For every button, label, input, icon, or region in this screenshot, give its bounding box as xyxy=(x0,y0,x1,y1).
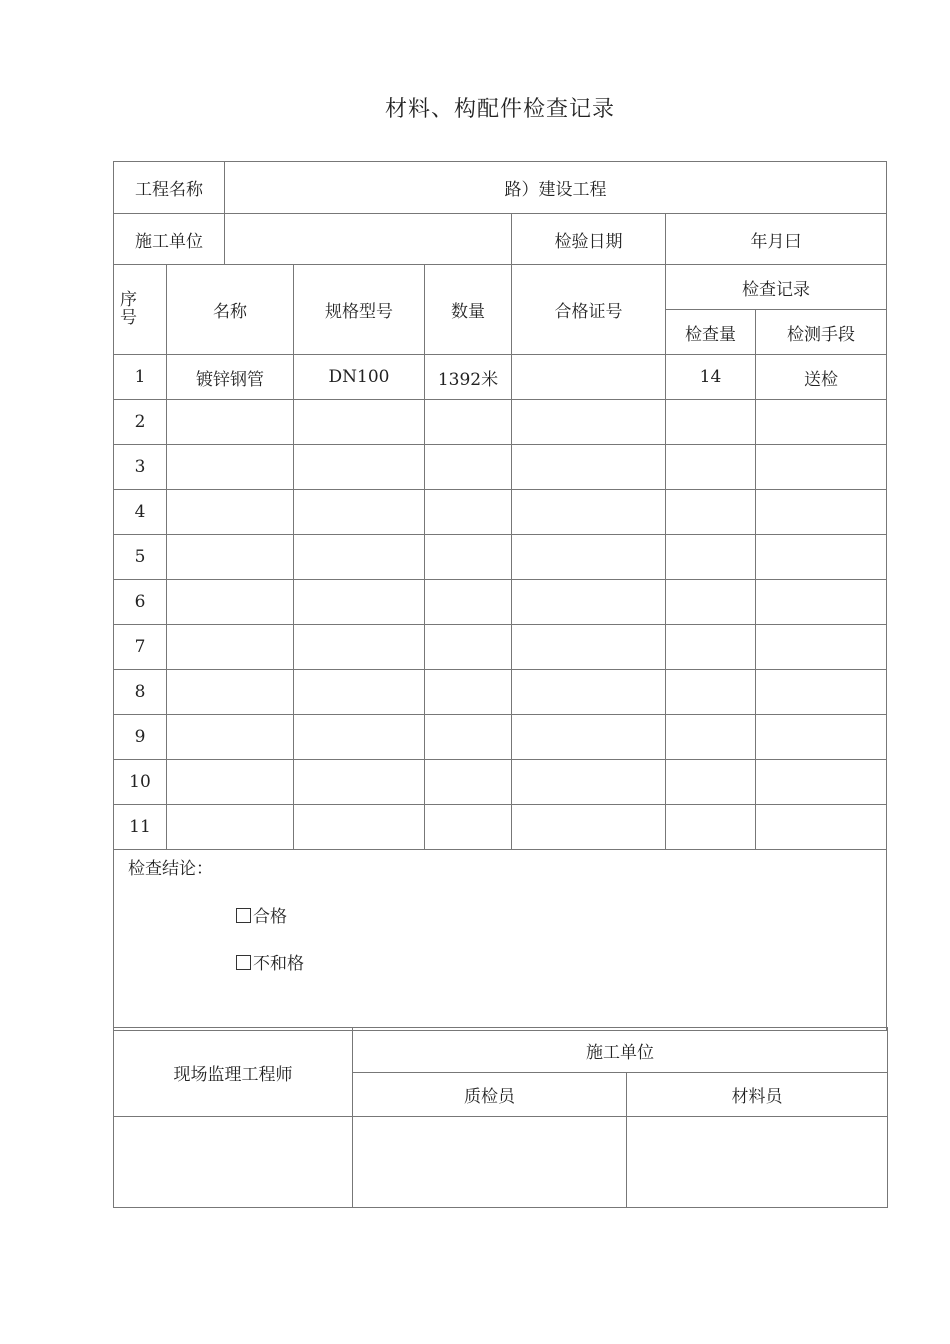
row-cert[interactable] xyxy=(512,625,666,670)
row-check-qty[interactable] xyxy=(666,580,756,625)
table-row xyxy=(114,580,887,625)
qty-header: 数量 xyxy=(425,265,512,355)
row-seq: 3 xyxy=(114,445,167,490)
row-check-qty[interactable] xyxy=(666,760,756,805)
row-check-qty[interactable] xyxy=(666,670,756,715)
row-cert[interactable] xyxy=(512,715,666,760)
inspector-signature[interactable] xyxy=(353,1117,627,1208)
row-spec[interactable] xyxy=(294,670,425,715)
row-check-qty[interactable] xyxy=(666,535,756,580)
row-spec[interactable]: DN100 xyxy=(294,355,425,400)
row-name[interactable] xyxy=(167,670,294,715)
row-name[interactable] xyxy=(167,445,294,490)
row-name[interactable] xyxy=(167,400,294,445)
table-row xyxy=(114,760,887,805)
row-qty[interactable] xyxy=(425,490,512,535)
inspection-table xyxy=(113,161,887,1031)
row-qty[interactable] xyxy=(425,715,512,760)
row-spec[interactable] xyxy=(294,805,425,850)
signature-table xyxy=(113,1027,888,1208)
conclusion-label: 检查结论： xyxy=(128,859,213,879)
table-row xyxy=(114,355,887,400)
row-spec[interactable] xyxy=(294,625,425,670)
row-spec[interactable] xyxy=(294,715,425,760)
row-method[interactable] xyxy=(756,625,887,670)
row-qty[interactable] xyxy=(425,670,512,715)
row-qty[interactable] xyxy=(425,400,512,445)
row-qty[interactable] xyxy=(425,580,512,625)
row-name[interactable] xyxy=(167,580,294,625)
row-cert[interactable] xyxy=(512,580,666,625)
row-qty[interactable] xyxy=(425,760,512,805)
row-check-qty[interactable] xyxy=(666,805,756,850)
row-spec[interactable] xyxy=(294,400,425,445)
row-check-qty[interactable] xyxy=(666,400,756,445)
row-cert[interactable] xyxy=(512,760,666,805)
row-method[interactable] xyxy=(756,805,887,850)
row-name[interactable] xyxy=(167,805,294,850)
row-method[interactable] xyxy=(756,490,887,535)
row-seq: 8 xyxy=(114,670,167,715)
record-method-header: 检测手段 xyxy=(756,310,887,355)
record-qty-header: 检查量 xyxy=(666,310,756,355)
row-check-qty[interactable] xyxy=(666,715,756,760)
page-title: 材料、构配件检查记录 xyxy=(384,97,615,122)
conclusion-cell xyxy=(114,850,887,1031)
row-cert[interactable] xyxy=(512,490,666,535)
row-method[interactable] xyxy=(756,715,887,760)
contractor-value[interactable] xyxy=(225,214,512,265)
supervisor-signature[interactable] xyxy=(114,1117,353,1208)
record-header: 检查记录 xyxy=(666,265,887,310)
row-qty[interactable] xyxy=(425,535,512,580)
row-cert[interactable] xyxy=(512,805,666,850)
row-method[interactable] xyxy=(756,580,887,625)
material-clerk-signature[interactable] xyxy=(627,1117,888,1208)
contractor-sign-label: 施工单位 xyxy=(353,1028,888,1073)
project-name-value[interactable]: 路）建设工程 xyxy=(225,162,887,214)
row-method[interactable] xyxy=(756,535,887,580)
material-clerk-label: 材料员 xyxy=(627,1073,888,1117)
row-method[interactable] xyxy=(756,445,887,490)
row-qty[interactable]: 1392米 xyxy=(425,355,512,400)
row-method[interactable]: 送检 xyxy=(756,355,887,400)
row-name[interactable] xyxy=(167,760,294,805)
row-seq: 9 xyxy=(114,715,167,760)
table-row xyxy=(114,445,887,490)
row-seq: 11 xyxy=(114,805,167,850)
row-method[interactable] xyxy=(756,760,887,805)
table-row xyxy=(114,805,887,850)
row-check-qty[interactable] xyxy=(666,625,756,670)
contractor-label: 施工单位 xyxy=(114,214,225,265)
row-seq: 5 xyxy=(114,535,167,580)
table-row xyxy=(114,670,887,715)
row-seq: 4 xyxy=(114,490,167,535)
row-check-qty[interactable]: 14 xyxy=(666,355,756,400)
checkbox-icon[interactable] xyxy=(236,955,251,970)
inspection-date-value[interactable]: 年月曰 xyxy=(666,214,887,265)
row-cert[interactable] xyxy=(512,535,666,580)
row-cert[interactable] xyxy=(512,670,666,715)
row-seq: 1 xyxy=(114,355,167,400)
row-method[interactable] xyxy=(756,400,887,445)
row-seq: 2 xyxy=(114,400,167,445)
table-row xyxy=(114,400,887,445)
row-spec[interactable] xyxy=(294,760,425,805)
row-name[interactable] xyxy=(167,535,294,580)
spec-header: 规格型号 xyxy=(294,265,425,355)
fail-option[interactable] xyxy=(236,949,304,974)
row-name[interactable] xyxy=(167,625,294,670)
row-check-qty[interactable] xyxy=(666,445,756,490)
supervisor-label: 现场监理工程师 xyxy=(114,1028,353,1117)
row-check-qty[interactable] xyxy=(666,490,756,535)
seq-header-char: 序 xyxy=(120,290,137,310)
fail-label: 不和格 xyxy=(253,954,304,974)
row-name[interactable]: 镀锌钢管 xyxy=(167,355,294,400)
row-qty[interactable] xyxy=(425,445,512,490)
row-qty[interactable] xyxy=(425,625,512,670)
row-qty[interactable] xyxy=(425,805,512,850)
row-spec[interactable] xyxy=(294,580,425,625)
row-spec[interactable] xyxy=(294,490,425,535)
row-cert[interactable] xyxy=(512,400,666,445)
row-spec[interactable] xyxy=(294,445,425,490)
pass-option[interactable] xyxy=(236,902,287,927)
inspection-date-label: 检验日期 xyxy=(512,214,666,265)
seq-header-char: 号 xyxy=(120,308,137,328)
row-method[interactable] xyxy=(756,670,887,715)
row-spec[interactable] xyxy=(294,535,425,580)
name-header: 名称 xyxy=(167,265,294,355)
inspector-label: 质检员 xyxy=(353,1073,627,1117)
cert-header: 合格证号 xyxy=(512,265,666,355)
row-seq: 10 xyxy=(114,760,167,805)
project-name-label: 工程名称 xyxy=(114,162,225,214)
row-cert[interactable] xyxy=(512,355,666,400)
row-seq: 7 xyxy=(114,625,167,670)
row-name[interactable] xyxy=(167,490,294,535)
table-row xyxy=(114,625,887,670)
row-name[interactable] xyxy=(167,715,294,760)
table-row xyxy=(114,715,887,760)
table-row xyxy=(114,490,887,535)
seq-header xyxy=(114,265,167,355)
checkbox-icon[interactable] xyxy=(236,908,251,923)
row-seq: 6 xyxy=(114,580,167,625)
pass-label: 合格 xyxy=(253,907,287,927)
table-row xyxy=(114,535,887,580)
row-cert[interactable] xyxy=(512,445,666,490)
seq-header-label xyxy=(120,291,166,327)
